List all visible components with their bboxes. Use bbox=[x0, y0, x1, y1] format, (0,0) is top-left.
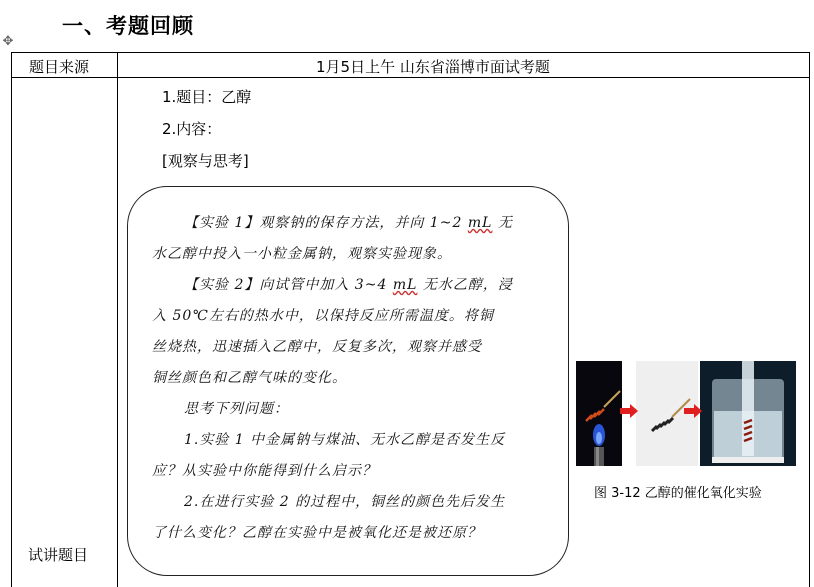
content-label: 2.内容： bbox=[162, 120, 222, 138]
experiment-2-line-1: 【实验 2】向试管中加入 3~4 mL 无水乙醇，浸 bbox=[184, 277, 513, 293]
table-column-divider bbox=[117, 52, 118, 587]
source-label: 题目来源 bbox=[29, 58, 90, 76]
section-heading: 一、考题回顾 bbox=[62, 14, 194, 38]
textbook-excerpt bbox=[127, 186, 569, 576]
arrow-right-icon bbox=[684, 404, 702, 418]
question-1-line-2: 应？从实验中你能得到什么启示？ bbox=[152, 463, 377, 479]
table-border-right bbox=[809, 52, 810, 587]
figure-caption: 图 3-12 乙醇的催化氧化实验 bbox=[594, 486, 762, 501]
experiment-2-line-3: 丝烧热，迅速插入乙醇中，反复多次，观察并感受 bbox=[152, 339, 482, 355]
experiment-2-line-4: 铜丝颜色和乙醇气味的变化。 bbox=[152, 370, 347, 386]
experiment-1-line-1: 【实验 1】观察钠的保存方法，并向 1~2 mL 无 bbox=[184, 215, 513, 231]
think-heading: 思考下列问题： bbox=[184, 401, 289, 417]
observe-think-heading: [观察与思考] bbox=[162, 152, 249, 170]
question-2-line-1: 2.在进行实验 2 的过程中，铜丝的颜色先后发生 bbox=[184, 494, 506, 510]
question-1-line-1: 1.实验 1 中金属钠与煤油、无水乙醇是否发生反 bbox=[184, 432, 506, 448]
question-2-line-2: 了什么变化？乙醇在实验中是被氧化还是被还原？ bbox=[152, 525, 482, 541]
topic-line: 1.题目：乙醇 bbox=[162, 88, 252, 106]
beaker-photo bbox=[700, 361, 796, 466]
table-border-left bbox=[11, 52, 12, 587]
table-row-divider bbox=[11, 77, 810, 78]
table-move-handle-icon[interactable]: ✥ bbox=[2, 34, 14, 49]
source-value: 1月5日上午 山东省淄博市面试考题 bbox=[316, 58, 550, 76]
table-border-top bbox=[11, 52, 810, 53]
experiment-2-line-2: 入 50℃左右的热水中，以保持反应所需温度。将铜 bbox=[152, 308, 494, 324]
arrow-right-icon bbox=[620, 404, 638, 418]
lecture-topic-label: 试讲题目 bbox=[28, 546, 89, 564]
flame-copper-photo bbox=[576, 361, 622, 466]
experiment-1-line-2: 水乙醇中投入一小粒金属钠，观察实验现象。 bbox=[152, 246, 452, 262]
